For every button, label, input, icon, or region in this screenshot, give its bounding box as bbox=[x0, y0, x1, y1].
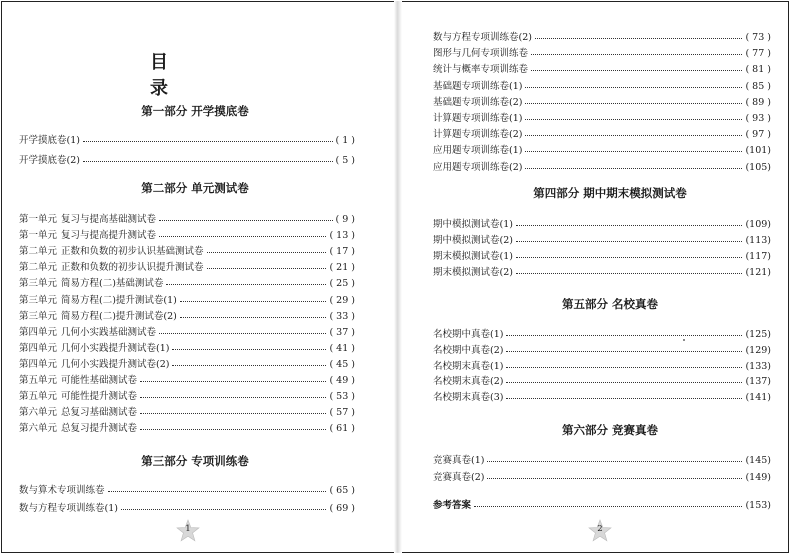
dot-leader bbox=[474, 506, 742, 507]
toc-entry-page: (109) bbox=[745, 219, 771, 230]
toc-entry[interactable] bbox=[19, 354, 355, 370]
toc-entry-label: 简易方程(二)提升测试卷(1) bbox=[61, 294, 177, 306]
dot-leader bbox=[140, 413, 326, 414]
dot-leader bbox=[140, 429, 326, 430]
toc-entry-label: 期末模拟测试卷(2) bbox=[433, 267, 513, 278]
toc-entry[interactable] bbox=[433, 340, 771, 356]
dot-leader bbox=[159, 220, 332, 221]
dot-leader bbox=[525, 135, 742, 136]
toc-entry-page: (133) bbox=[745, 360, 771, 372]
toc-entry-unit: 第一单元 bbox=[19, 214, 58, 225]
toc-entry[interactable] bbox=[433, 140, 771, 156]
toc-entry-page: ( 85 ) bbox=[745, 80, 771, 92]
toc-entry-page: ( 81 ) bbox=[745, 64, 771, 76]
toc-entry-label: 统计与概率专项训练卷 bbox=[433, 64, 529, 76]
toc-entry-label: 复习与提高提升测试卷 bbox=[61, 230, 157, 242]
toc-entry-label: 名校期中真卷(1) bbox=[433, 329, 504, 340]
dot-leader bbox=[535, 38, 742, 39]
toc-entry-page: ( 57 ) bbox=[329, 407, 355, 419]
book-gutter bbox=[394, 1, 402, 553]
toc-entry-unit: 第四单元 bbox=[19, 358, 58, 370]
toc-entry-page: ( 45 ) bbox=[329, 358, 355, 370]
toc-entry-unit: 第三单元 bbox=[19, 278, 58, 290]
toc-entry-page: ( 17 ) bbox=[329, 246, 355, 258]
toc-entry[interactable] bbox=[433, 124, 771, 140]
toc-entry-page: ( 21 ) bbox=[329, 262, 355, 274]
toc-entry[interactable] bbox=[433, 108, 771, 124]
toc-entry[interactable] bbox=[19, 150, 355, 166]
toc-entry-page: ( 13 ) bbox=[329, 230, 355, 242]
dot-leader bbox=[140, 381, 326, 382]
toc-entry-unit: 第五单元 bbox=[19, 391, 58, 403]
toc-entry-unit: 第二单元 bbox=[19, 246, 58, 258]
toc-entry-label: 期中模拟测试卷(1) bbox=[433, 219, 513, 230]
dot-leader bbox=[516, 241, 742, 242]
toc-entry-label: 总复习基础测试卷 bbox=[61, 407, 138, 419]
toc-entry[interactable] bbox=[433, 262, 771, 278]
toc-entry-page: (129) bbox=[745, 344, 771, 356]
toc-entry[interactable] bbox=[433, 450, 771, 466]
toc-entry-label: 竞赛真卷(2) bbox=[433, 472, 485, 483]
toc-entry-label: 简易方程(二)提升测试卷(2) bbox=[61, 310, 177, 322]
toc-entry-page: (141) bbox=[745, 392, 771, 404]
toc-entry-label: 开学摸底卷(2) bbox=[19, 155, 80, 166]
toc-entry-unit: 第五单元 bbox=[19, 375, 58, 386]
toc-entry-page: (101) bbox=[745, 145, 771, 157]
toc-entry[interactable] bbox=[433, 214, 771, 230]
toc-entry-label: 可能性基础测试卷 bbox=[61, 375, 138, 386]
toc-entry-label: 名校期末真卷(2) bbox=[433, 376, 504, 388]
toc-entry-label: 数与方程专项训练卷(2) bbox=[433, 32, 532, 43]
toc-entry[interactable] bbox=[433, 246, 771, 262]
part5-heading: 第五部分 名校真卷 bbox=[561, 297, 658, 311]
dot-leader bbox=[531, 54, 742, 55]
answers-page: (153) bbox=[745, 500, 771, 511]
toc-entry[interactable] bbox=[433, 356, 771, 372]
toc-entry[interactable] bbox=[433, 59, 771, 75]
answers-entry[interactable] bbox=[433, 495, 771, 511]
toc-entry-label: 数与方程专项训练卷(1) bbox=[19, 503, 118, 514]
dot-leader bbox=[516, 225, 742, 226]
toc-entry[interactable] bbox=[19, 257, 355, 273]
dot-leader bbox=[159, 333, 326, 334]
print-speck bbox=[683, 339, 685, 341]
toc-entry-label: 可能性提升测试卷 bbox=[61, 391, 138, 403]
toc-entry[interactable] bbox=[433, 387, 771, 403]
toc-entry-unit: 第一单元 bbox=[19, 230, 58, 242]
toc-entry-label: 应用题专项训练卷(1) bbox=[433, 145, 523, 157]
toc-entry[interactable] bbox=[19, 386, 355, 402]
toc-entry-page: ( 73 ) bbox=[745, 32, 771, 43]
toc-entry-page: (121) bbox=[745, 267, 771, 278]
dot-leader bbox=[531, 70, 742, 71]
toc-entry-label: 名校期末真卷(3) bbox=[433, 392, 504, 404]
dot-leader bbox=[207, 252, 327, 253]
toc-entry-page: (137) bbox=[745, 376, 771, 388]
toc-entry-label: 复习与提高基础测试卷 bbox=[61, 214, 157, 225]
toc-entry-unit: 第二单元 bbox=[19, 262, 58, 274]
toc-entry-page: ( 1 ) bbox=[335, 135, 355, 146]
toc-entry[interactable] bbox=[19, 418, 355, 434]
dot-leader bbox=[172, 349, 326, 350]
dot-leader bbox=[506, 382, 742, 383]
page-number-star-2 bbox=[588, 519, 612, 543]
toc-title: 目 录 bbox=[150, 52, 190, 99]
toc-entry-page: ( 97 ) bbox=[745, 129, 771, 141]
part1-heading: 第一部分 开学摸底卷 bbox=[141, 104, 249, 118]
dot-leader bbox=[487, 478, 742, 479]
toc-entry[interactable] bbox=[433, 43, 771, 59]
toc-entry-unit: 第六单元 bbox=[19, 423, 58, 435]
dot-leader bbox=[159, 236, 326, 237]
toc-entry[interactable] bbox=[19, 241, 355, 257]
toc-entry-label: 计算题专项训练卷(1) bbox=[433, 113, 523, 124]
toc-entry[interactable] bbox=[19, 402, 355, 418]
toc-entry[interactable] bbox=[433, 230, 771, 246]
toc-entry[interactable] bbox=[433, 27, 771, 43]
toc-entry-page: (105) bbox=[745, 161, 771, 173]
dot-leader bbox=[525, 87, 742, 88]
toc-entry-label: 几何小实践提升测试卷(1) bbox=[61, 342, 170, 354]
answers-label: 参考答案 bbox=[433, 500, 472, 511]
toc-entry-label: 正数和负数的初步认识基础测试卷 bbox=[61, 246, 204, 258]
page-number-1: 1 bbox=[185, 524, 191, 534]
toc-entry-page: (113) bbox=[745, 235, 771, 246]
toc-entry-label: 总复习提升测试卷 bbox=[61, 423, 138, 435]
dot-leader bbox=[525, 168, 742, 169]
toc-entry[interactable] bbox=[19, 273, 355, 289]
toc-entry-page: ( 29 ) bbox=[329, 294, 355, 306]
toc-entry-page: (117) bbox=[745, 251, 771, 262]
toc-entry-label: 期末模拟测试卷(1) bbox=[433, 251, 513, 262]
toc-entry-page: ( 37 ) bbox=[329, 326, 355, 338]
dot-leader bbox=[108, 491, 327, 492]
dot-leader bbox=[121, 509, 326, 510]
toc-entry[interactable] bbox=[19, 306, 355, 322]
toc-entry-page: ( 33 ) bbox=[329, 310, 355, 322]
toc-entry-page: ( 5 ) bbox=[335, 155, 355, 166]
part2-heading: 第二部分 单元测试卷 bbox=[141, 181, 249, 195]
page-number-star-1 bbox=[176, 519, 200, 543]
toc-entry-page: ( 53 ) bbox=[329, 391, 355, 403]
dot-leader bbox=[166, 284, 326, 285]
toc-entry-label: 几何小实践基础测试卷 bbox=[61, 326, 157, 338]
toc-entry-page: ( 9 ) bbox=[335, 214, 355, 225]
part4-heading: 第四部分 期中期末模拟测试卷 bbox=[533, 186, 687, 200]
toc-entry-label: 基础题专项训练卷(1) bbox=[433, 80, 523, 92]
toc-entry[interactable] bbox=[19, 130, 355, 146]
toc-entry-label: 基础题专项训练卷(2) bbox=[433, 96, 523, 108]
dot-leader bbox=[525, 119, 742, 120]
dot-leader bbox=[83, 141, 333, 142]
toc-entry-unit: 第六单元 bbox=[19, 407, 58, 419]
toc-entry-label: 几何小实践提升测试卷(2) bbox=[61, 358, 170, 370]
toc-entry-label: 数与算术专项训练卷 bbox=[19, 485, 105, 496]
dot-leader bbox=[180, 301, 327, 302]
toc-entry-unit: 第三单元 bbox=[19, 310, 58, 322]
toc-entry[interactable] bbox=[19, 322, 355, 338]
toc-entry-label: 简易方程(二)基础测试卷 bbox=[61, 278, 164, 290]
toc-entry[interactable] bbox=[433, 76, 771, 92]
toc-entry-page: ( 49 ) bbox=[329, 375, 355, 386]
toc-entry-label: 竞赛真卷(1) bbox=[433, 455, 485, 466]
toc-entry[interactable] bbox=[19, 498, 355, 514]
dot-leader bbox=[516, 257, 742, 258]
toc-entry[interactable] bbox=[19, 209, 355, 225]
toc-entry[interactable] bbox=[433, 467, 771, 483]
toc-entry[interactable] bbox=[433, 157, 771, 173]
dot-leader bbox=[487, 461, 742, 462]
toc-entry-unit: 第四单元 bbox=[19, 326, 58, 338]
toc-entry-label: 开学摸底卷(1) bbox=[19, 135, 80, 146]
toc-entry-page: ( 41 ) bbox=[329, 342, 355, 354]
toc-entry-page: (125) bbox=[745, 329, 771, 340]
dot-leader bbox=[525, 103, 742, 104]
dot-leader bbox=[506, 351, 742, 352]
dot-leader bbox=[525, 151, 742, 152]
toc-entry[interactable] bbox=[19, 290, 355, 306]
toc-entry-page: ( 61 ) bbox=[329, 423, 355, 435]
dot-leader bbox=[506, 398, 742, 399]
toc-entry-label: 图形与几何专项训练卷 bbox=[433, 48, 529, 60]
toc-entry-unit: 第四单元 bbox=[19, 342, 58, 354]
toc-entry[interactable] bbox=[19, 225, 355, 241]
dot-leader bbox=[506, 335, 742, 336]
dot-leader bbox=[506, 367, 742, 368]
toc-entry-label: 应用题专项训练卷(2) bbox=[433, 161, 523, 173]
toc-entry[interactable] bbox=[433, 92, 771, 108]
toc-entry-page: (149) bbox=[745, 472, 771, 483]
toc-entry-label: 名校期中真卷(2) bbox=[433, 344, 504, 356]
dot-leader bbox=[207, 268, 327, 269]
toc-entry-label: 名校期末真卷(1) bbox=[433, 360, 504, 372]
toc-entry-page: ( 65 ) bbox=[329, 485, 355, 496]
dot-leader bbox=[172, 365, 326, 366]
dot-leader bbox=[140, 397, 326, 398]
toc-entry-page: ( 77 ) bbox=[745, 48, 771, 60]
toc-entry-page: (145) bbox=[745, 455, 771, 466]
toc-entry-label: 正数和负数的初步认识提升测试卷 bbox=[61, 262, 204, 274]
toc-entry-label: 期中模拟测试卷(2) bbox=[433, 235, 513, 246]
dot-leader bbox=[83, 161, 333, 162]
toc-entry-page: ( 69 ) bbox=[329, 503, 355, 514]
part3-heading: 第三部分 专项训练卷 bbox=[141, 454, 249, 468]
dot-leader bbox=[180, 317, 327, 318]
toc-entry-unit: 第三单元 bbox=[19, 294, 58, 306]
toc-entry[interactable] bbox=[433, 324, 771, 340]
toc-entry[interactable] bbox=[19, 480, 355, 496]
toc-entry[interactable] bbox=[433, 371, 771, 387]
toc-entry-label: 计算题专项训练卷(2) bbox=[433, 129, 523, 141]
page-number-2: 2 bbox=[597, 524, 603, 534]
toc-entry-page: ( 89 ) bbox=[745, 96, 771, 108]
dot-leader bbox=[516, 273, 742, 274]
toc-entry-page: ( 93 ) bbox=[745, 113, 771, 124]
part6-heading: 第六部分 竞赛真卷 bbox=[561, 423, 658, 437]
toc-entry[interactable] bbox=[19, 338, 355, 354]
toc-entry[interactable] bbox=[19, 370, 355, 386]
toc-entry-page: ( 25 ) bbox=[329, 278, 355, 290]
